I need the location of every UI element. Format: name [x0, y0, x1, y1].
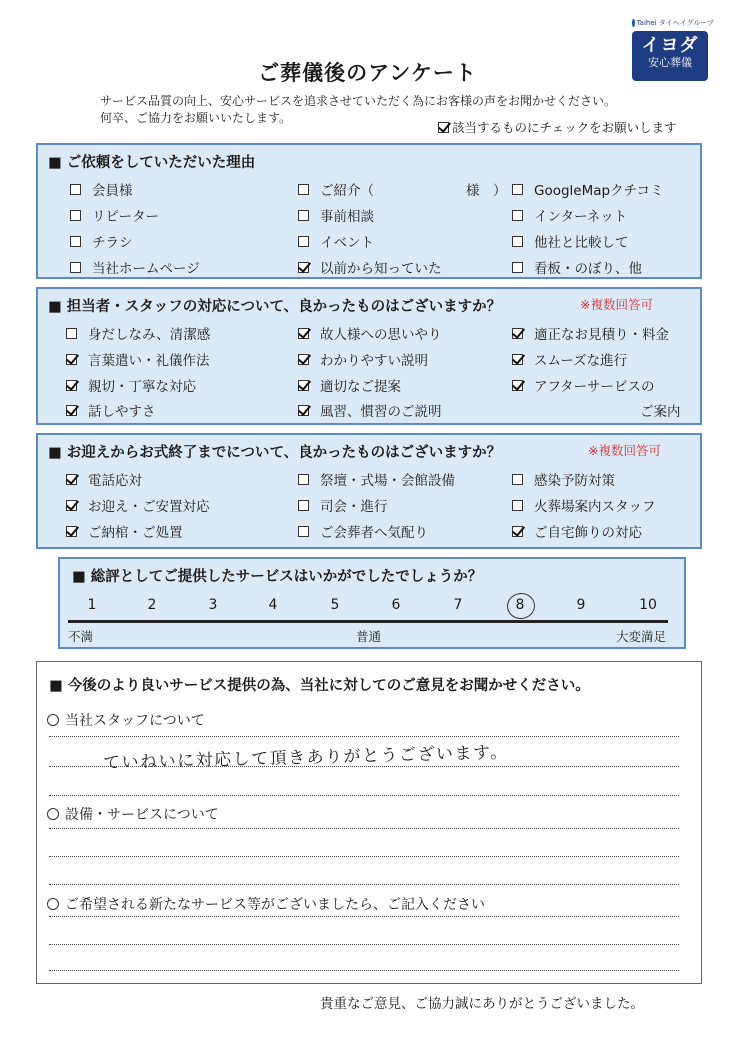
checkbox-checked[interactable]	[298, 405, 309, 416]
option-approachable[interactable]	[66, 400, 156, 420]
answer-line	[49, 828, 679, 829]
section-comments	[36, 661, 702, 984]
question-label: 設備・サービスについて	[65, 807, 219, 823]
option-label: 当社ホームページ	[92, 261, 200, 277]
checkbox-checked[interactable]	[66, 500, 77, 511]
answer-line	[49, 856, 679, 857]
option-label: ご会葬者へ気配り	[320, 525, 428, 541]
checkbox[interactable]	[298, 500, 309, 511]
option-label: 適正なお見積り・料金	[534, 327, 669, 343]
option-home-decor[interactable]	[512, 521, 642, 541]
scale-10[interactable]: 10	[639, 597, 657, 613]
option-repeater[interactable]	[70, 205, 159, 225]
check-note-icon	[438, 122, 449, 133]
option-label: 風習、慣習のご説明	[320, 404, 442, 420]
circle-bullet-icon	[47, 714, 59, 726]
question-facilities	[47, 804, 219, 824]
option-estimate[interactable]	[512, 323, 669, 343]
footer-thanks: 貴重なご意見、ご協力誠にありがとうございました。	[320, 996, 644, 1012]
section-staff-heading: ■ 担当者・スタッフの対応について、良かったものはございますか？	[48, 299, 502, 315]
checkbox[interactable]	[298, 236, 309, 247]
option-aftercare-cont: ご案内	[640, 404, 681, 420]
circle-bullet-icon	[47, 808, 59, 820]
option-mc[interactable]	[298, 495, 388, 515]
option-flyer[interactable]	[70, 231, 133, 251]
circle-bullet-icon	[47, 898, 59, 910]
section-rating	[58, 557, 686, 649]
option-facility[interactable]	[298, 469, 455, 489]
checkbox-checked[interactable]	[66, 354, 77, 365]
option-label: 電話応対	[88, 473, 142, 489]
answer-line	[49, 736, 679, 737]
checkbox[interactable]	[298, 184, 309, 195]
corp-mark-icon	[632, 19, 635, 27]
answer-line	[49, 766, 679, 767]
referral-sama: 様 ）	[466, 183, 507, 199]
section-comments-heading: ■ 今後のより良いサービス提供の為、当社に対してのご意見をお聞かせください。	[49, 678, 590, 694]
scale-low-label: 不満	[68, 629, 94, 644]
checkbox-checked[interactable]	[66, 474, 77, 485]
question-staff	[47, 710, 205, 730]
option-label: アフターサービスの	[534, 379, 655, 395]
option-label: ご紹介（	[320, 183, 374, 199]
scale-7[interactable]: 7	[453, 597, 463, 613]
option-label: お迎え・ご安置対応	[88, 499, 210, 515]
answer-line	[49, 795, 679, 796]
scale-line	[68, 620, 668, 623]
checkbox-checked[interactable]	[298, 354, 309, 365]
option-label: 他社と比較して	[534, 235, 629, 251]
answer-line	[49, 944, 679, 945]
option-appearance[interactable]	[66, 323, 210, 343]
section-reason-heading: ■ ご依頼をしていただいた理由	[48, 155, 256, 171]
scale-6[interactable]: 6	[391, 597, 401, 613]
option-event[interactable]	[298, 231, 374, 251]
checkbox[interactable]	[298, 526, 309, 537]
checkbox-checked[interactable]	[66, 405, 77, 416]
option-label: わかりやすい説明	[320, 353, 428, 369]
option-label: イベント	[320, 235, 374, 251]
option-aftercare[interactable]	[512, 375, 655, 395]
checkbox[interactable]	[512, 500, 523, 511]
scale-8[interactable]: 8	[515, 597, 525, 613]
corp-text: Taihei タイヘイグループ	[636, 19, 714, 27]
option-label: 親切・丁寧な対応	[88, 379, 196, 395]
answer-line	[49, 884, 679, 885]
option-phone[interactable]	[66, 469, 142, 489]
option-label: スムーズな進行	[534, 353, 628, 369]
option-label: 適切なご提案	[320, 379, 401, 395]
option-internet[interactable]	[512, 205, 627, 225]
check-note-text: 該当するものにチェックをお願いします	[452, 120, 677, 135]
question-label: ご希望される新たなサービス等がございましたら、ご記入ください	[65, 897, 485, 913]
option-label: リピーター	[92, 209, 159, 225]
option-label: 以前から知っていた	[320, 261, 442, 277]
option-manners[interactable]	[66, 349, 210, 369]
scale-high-label: 大変満足	[616, 629, 667, 644]
option-label: 祭壇・式場・会館設備	[320, 473, 455, 489]
option-clear-explanation[interactable]	[298, 349, 428, 369]
option-proposal[interactable]	[298, 375, 401, 395]
option-label: GoogleMapクチコミ	[534, 183, 664, 199]
option-consultation[interactable]	[298, 205, 374, 225]
checkbox[interactable]	[512, 262, 523, 273]
checkbox[interactable]	[66, 328, 77, 339]
option-label: 身だしなみ、清潔感	[88, 327, 211, 343]
option-label: 事前相談	[320, 209, 374, 225]
scale-mid-label: 普通	[356, 629, 382, 644]
option-pickup[interactable]	[66, 495, 210, 515]
option-label: 感染予防対策	[534, 473, 615, 489]
option-label: 話しやすさ	[88, 404, 156, 420]
option-smooth[interactable]	[512, 349, 627, 369]
option-label: チラシ	[92, 235, 133, 251]
checkbox[interactable]	[512, 236, 523, 247]
checkbox-checked[interactable]	[512, 526, 523, 537]
checkbox-checked[interactable]	[298, 380, 309, 391]
checkbox[interactable]	[298, 210, 309, 221]
option-infection[interactable]	[512, 469, 615, 489]
intro-line-1: サービス品質の向上、安心サービスを追求させていただく為にお客様の声をお聞かせください。	[100, 94, 617, 108]
checkbox[interactable]	[512, 210, 523, 221]
option-encoffin[interactable]	[66, 521, 183, 541]
section-reason	[36, 143, 702, 279]
checkbox-checked[interactable]	[512, 380, 523, 391]
checkbox[interactable]	[70, 210, 81, 221]
option-kindness[interactable]	[66, 375, 196, 395]
option-label: ご自宅飾りの対応	[534, 525, 642, 541]
question-new-services	[47, 894, 485, 914]
scale-5[interactable]: 5	[330, 597, 340, 613]
option-label: 火葬場案内スタッフ	[534, 499, 656, 515]
option-label: 看板・のぼり、他	[534, 261, 642, 277]
question-label: 当社スタッフについて	[65, 713, 205, 729]
option-label: 故人様への思いやり	[320, 327, 442, 343]
brand-sub: 安心葬儀	[648, 56, 692, 69]
option-label: インターネット	[534, 209, 628, 225]
checkbox[interactable]	[512, 474, 523, 485]
multi-answer-note: ※複数回答可	[580, 297, 653, 312]
checkbox-checked[interactable]	[512, 328, 523, 339]
handwritten-answer[interactable]: ていねいに対応して頂きありがとうございます。	[102, 742, 509, 774]
answer-line	[49, 916, 679, 917]
brand-name: イヨダ	[641, 35, 699, 56]
scale-9[interactable]: 9	[576, 597, 586, 613]
checkbox-checked[interactable]	[298, 262, 309, 273]
section-rating-heading: ■ 総評としてご提供したサービスはいかがでしたでしょうか？	[72, 569, 483, 585]
section-ceremony-heading: ■ お迎えからお式終了までについて、良かったものはございますか？	[48, 445, 502, 461]
checkbox[interactable]	[70, 184, 81, 195]
option-member[interactable]	[70, 179, 133, 199]
option-signboard[interactable]	[512, 257, 642, 277]
checkbox[interactable]	[298, 474, 309, 485]
option-customs[interactable]	[298, 400, 442, 420]
checkbox[interactable]	[70, 262, 81, 273]
page-title: ご葬儀後のアンケート	[258, 61, 477, 85]
checkbox-checked[interactable]	[298, 328, 309, 339]
selected-rating-circle	[505, 591, 536, 621]
scale-1[interactable]: 1	[87, 597, 97, 613]
option-label: 言葉遣い・礼儀作法	[88, 353, 210, 369]
option-crematorium[interactable]	[512, 495, 656, 515]
intro-line-2: 何卒、ご協力をお願いいたします。	[100, 111, 292, 125]
section-staff	[36, 287, 702, 425]
answer-line	[49, 970, 679, 971]
checkbox-checked[interactable]	[66, 380, 77, 391]
option-googlemap[interactable]	[512, 179, 664, 199]
checkbox[interactable]	[512, 184, 523, 195]
checkbox-checked[interactable]	[512, 354, 523, 365]
scale-2[interactable]: 2	[147, 597, 157, 613]
checkbox[interactable]	[70, 236, 81, 247]
option-label: ご納棺・ご処置	[88, 525, 183, 541]
option-attendees[interactable]	[298, 521, 428, 541]
scale-3[interactable]: 3	[208, 597, 218, 613]
option-label: 司会・進行	[320, 499, 388, 515]
corp-name	[632, 18, 714, 28]
option-referral[interactable]	[298, 179, 374, 199]
option-label: 会員様	[92, 183, 133, 199]
multi-answer-note: ※複数回答可	[588, 443, 661, 458]
option-care[interactable]	[298, 323, 442, 343]
option-homepage[interactable]	[70, 257, 200, 277]
check-note	[438, 118, 677, 136]
scale-4[interactable]: 4	[268, 597, 278, 613]
section-ceremony	[36, 433, 702, 549]
option-known-before[interactable]	[298, 257, 442, 277]
option-compare[interactable]	[512, 231, 629, 251]
checkbox-checked[interactable]	[66, 526, 77, 537]
